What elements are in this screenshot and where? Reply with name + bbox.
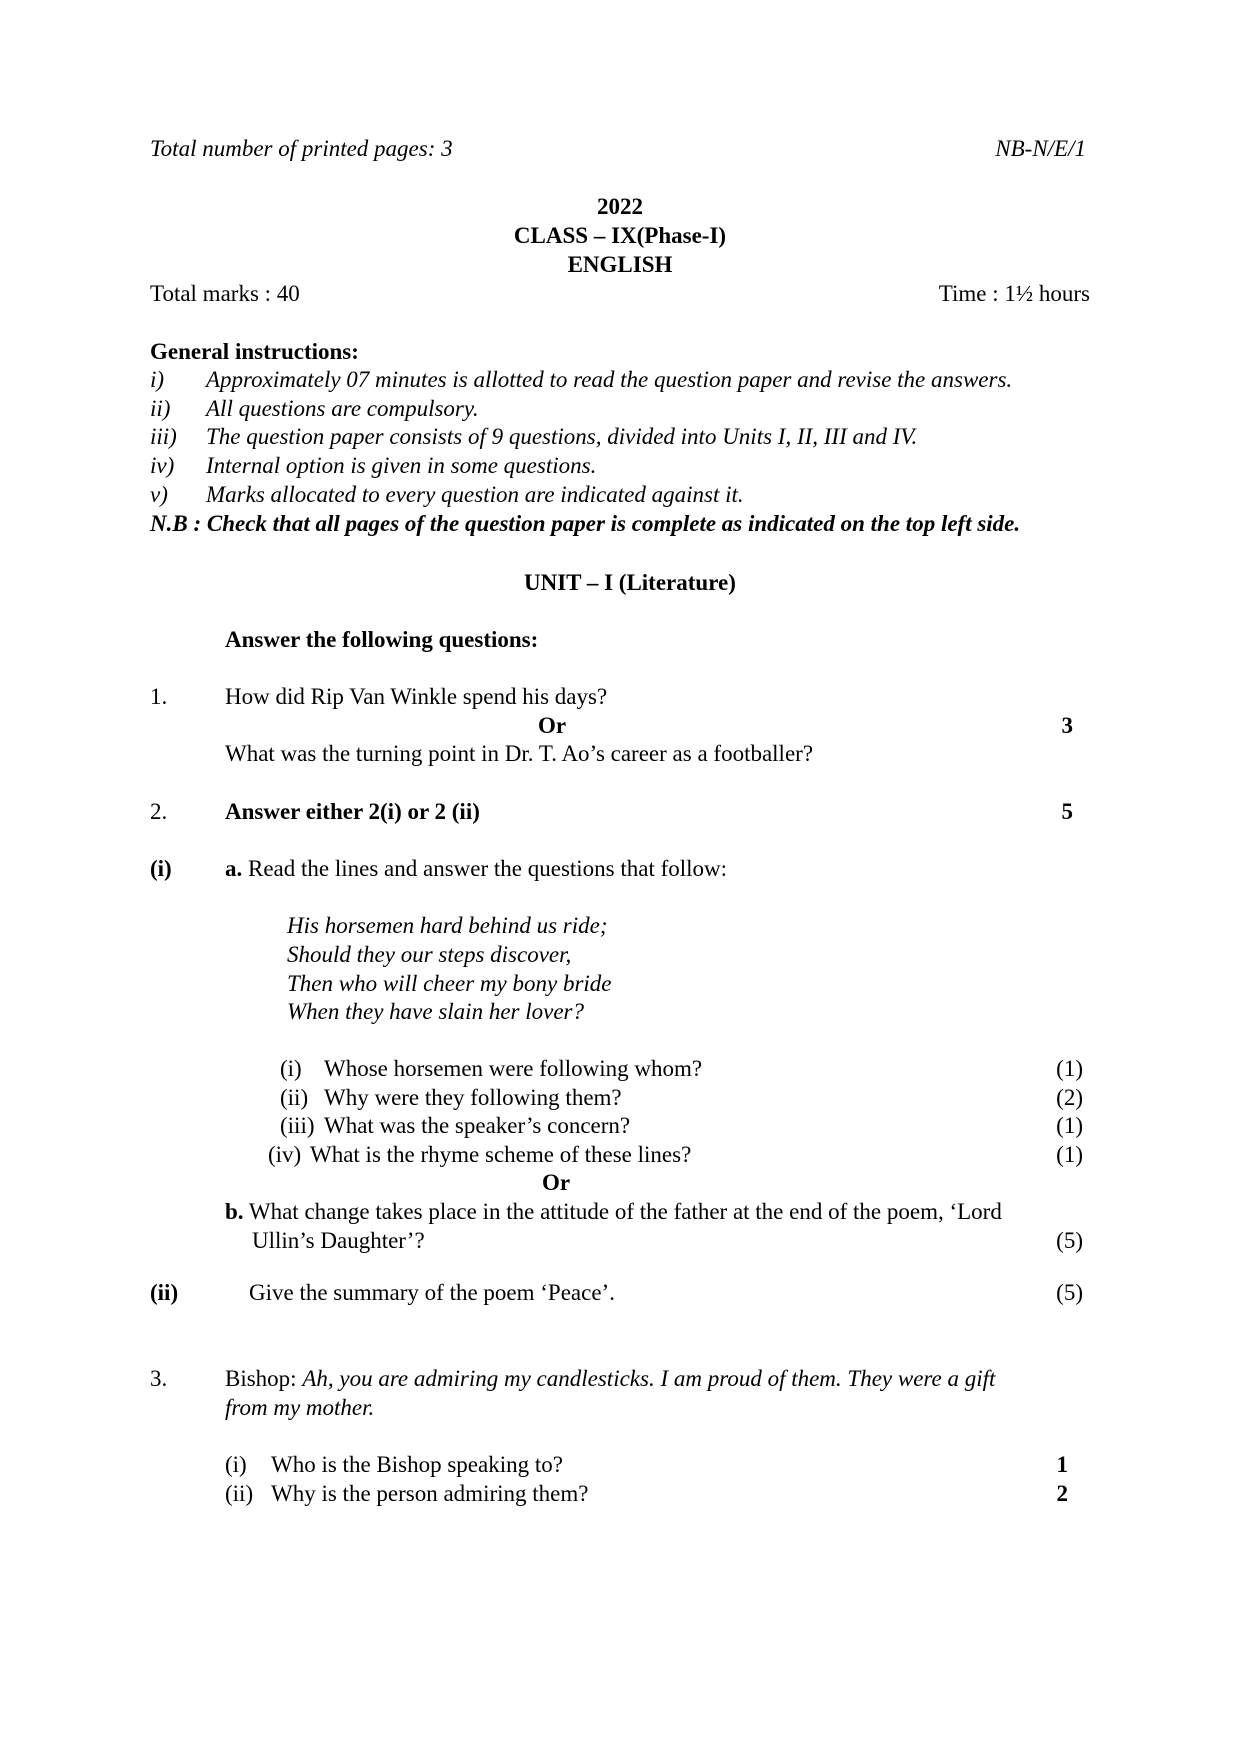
instruction-text: Approximately 07 minutes is allotted to read the question paper and revise the answers. [206,367,1013,392]
paper-code: NB-N/E/1 [995,136,1086,161]
unit-lead: Answer the following questions: [225,627,539,652]
sub-question-number: (ii) [280,1085,309,1110]
sub-question-number: (i) [225,1452,247,1477]
sub-question-number: (iii) [280,1113,315,1138]
sub-question-text: Who is the Bishop speaking to? [271,1452,563,1477]
instruction-text: All questions are compulsory. [206,396,479,421]
instruction-num: i) [150,367,165,392]
exam-subject: ENGLISH [567,252,673,277]
part-a-label: a. [225,856,243,881]
unit-title: UNIT – I (Literature) [524,570,736,595]
sub-question-marks: (2) [1056,1085,1083,1110]
instruction-text: Internal option is given in some questions. [206,453,597,478]
question-text-alt: What was the turning point in Dr. T. Ao’s career as a footballer? [225,741,814,766]
sub-question-text: Why is the person admiring them? [271,1481,589,1506]
question-number: 1. [150,684,168,709]
part-ii-marks: (5) [1056,1280,1083,1305]
instruction-text: Marks allocated to every question are indicated against it. [206,482,744,507]
instruction-text: The question paper consists of 9 questions, divided into Units I, II, III and IV. [206,424,918,449]
part-b-marks: (5) [1056,1228,1083,1253]
instruction-num: iv) [150,453,175,478]
part-label: (i) [150,856,172,881]
question-marks: 5 [1061,799,1073,824]
poem-line: When they have slain her lover? [287,999,584,1024]
quote-text-continued: from my mother. [225,1395,375,1420]
instruction-num: ii) [150,396,171,421]
sub-question-number: (ii) [225,1481,254,1506]
or-separator: Or [542,1170,571,1195]
part-b-question [225,1200,1002,1223]
part-a-instruction [225,857,727,880]
quote-text: Ah, you are admiring my candlesticks. I am proud of them. They were a gift [302,1366,996,1391]
nb-note: N.B : Check that all pages of the question paper is complete as indicated on the top left side. [150,511,1021,536]
sub-question-text: What was the speaker’s concern? [324,1113,631,1138]
sub-question-text: Whose horsemen were following whom? [324,1056,703,1081]
part-label: (ii) [150,1280,179,1305]
question-number: 3. [150,1366,168,1391]
poem-line: Should they our steps discover, [287,942,572,967]
sub-question-number: (i) [280,1056,302,1081]
poem-line: Then who will cheer my bony bride [287,971,612,996]
sub-question-marks: (1) [1056,1113,1083,1138]
speaker-label: Bishop: [225,1366,297,1391]
part-b-text: What change takes place in the attitude of the father at the end of the poem, ‘Lord [248,1199,1002,1224]
part-b-text-continued: Ullin’s Daughter’? [252,1228,425,1253]
instruction-num: iii) [150,424,177,449]
question-marks: 3 [1061,713,1073,738]
question-text: How did Rip Van Winkle spend his days? [225,684,608,709]
or-separator: Or [538,713,567,738]
exam-class: CLASS – IX(Phase-I) [513,223,727,248]
part-a-text: Read the lines and answer the questions that follow: [248,856,728,881]
sub-question-marks: (1) [1056,1142,1083,1167]
question-quote [225,1367,995,1390]
question-text: Answer either 2(i) or 2 (ii) [225,799,480,824]
exam-year: 2022 [597,194,643,219]
instructions-heading: General instructions: [150,339,359,364]
instruction-num: v) [150,482,168,507]
sub-question-marks: 1 [1056,1452,1068,1477]
part-ii-text: Give the summary of the poem ‘Peace’. [249,1280,615,1305]
sub-question-text: What is the rhyme scheme of these lines? [310,1142,692,1167]
poem-line: His horsemen hard behind us ride; [287,913,608,938]
question-number: 2. [150,799,168,824]
exam-time: Time : 1½ hours [938,281,1090,306]
printed-pages-note: Total number of printed pages: 3 [150,136,453,161]
sub-question-number: (iv) [268,1142,302,1167]
sub-question-marks: 2 [1056,1481,1068,1506]
sub-question-text: Why were they following them? [324,1085,622,1110]
sub-question-marks: (1) [1056,1056,1083,1081]
total-marks: Total marks : 40 [150,281,300,306]
part-b-label: b. [225,1199,244,1224]
